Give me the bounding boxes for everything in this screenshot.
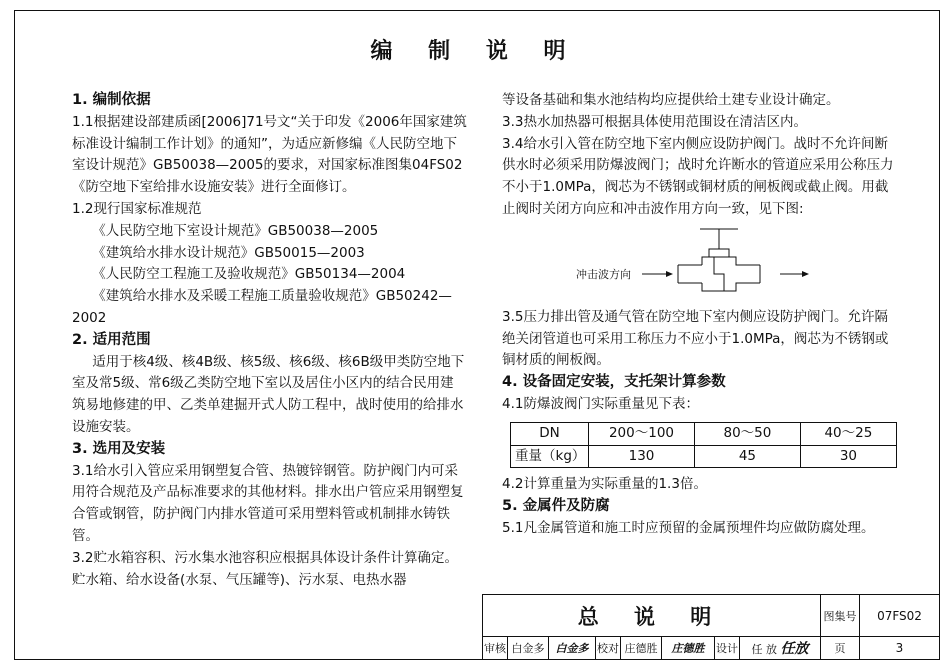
- standard-item: 《建筑给水排水及采暖工程施工质量验收规范》GB50242—2002: [72, 288, 452, 326]
- table-cell: 200～100: [588, 422, 694, 445]
- section-3-2-continued: 等设备基础和集水池结构均应提供给土建专业设计确定。: [502, 92, 840, 108]
- title-block: [482, 594, 940, 660]
- page-number: 3: [860, 637, 940, 660]
- section-2-heading: 2. 适用范围: [72, 331, 151, 348]
- right-column: [502, 90, 897, 540]
- section-1-heading: 1. 编制依据: [72, 92, 151, 108]
- design-label: 设计: [715, 637, 740, 660]
- valve-diagram: [502, 221, 897, 307]
- title-block-name: 总 说 明: [483, 595, 821, 637]
- table-cell: 80～50: [695, 422, 801, 445]
- reviewer-name: 白金多: [508, 637, 549, 660]
- shockwave-direction-label: 冲击波方向: [576, 267, 631, 281]
- designer-cell: [740, 637, 821, 660]
- section-4-2-text: 4.2计算重量为实际重量的1.3倍。: [502, 476, 707, 493]
- standard-item: 《人民防空地下室设计规范》GB50038—2005: [92, 222, 379, 239]
- section-3-5-text: 3.5压力排出管及通气管在防空地下室内侧应设防护阀门。允许隔绝关闭管道也可采用工称压力不应小于1.0MPa，阀芯为不锈钢或铜材质的闸板阀。: [502, 308, 889, 369]
- section-5-1-text: 5.1凡金属管道和施工时应预留的金属预埋件均应做防腐处理。: [502, 519, 875, 536]
- section-3-heading: 3. 选用及安装: [72, 440, 166, 457]
- section-3-4-text: 3.4给水引入管在防空地下室内侧应设防护阀门。战时不允许间断供水时必须采用防爆波阀门；战时允许断水的管道应采用公称压力不小于1.0MPa，阀芯为不锈钢或铜材质的闸板阀或截止阀。用截止阀时关闭方向应和冲击波作用方向一致，见下图:: [502, 135, 894, 217]
- table-cell: 40～25: [800, 422, 896, 445]
- standard-item: 《人民防空工程施工及验收规范》GB50134—2004: [92, 266, 406, 283]
- checker-signature: 庄德胜: [662, 637, 715, 660]
- globe-valve-icon: [678, 229, 760, 291]
- table-cell: 45: [695, 445, 801, 468]
- atlas-label: 图集号: [821, 595, 860, 637]
- section-2-text: 适用于核4级、核4B级、核5级、核6级、核6B级甲类防空地下室及常5级、常6级乙类防空地下室以及居住小区内的结合民用建筑易地修建的甲、乙类单建掘开式人防工程中，战时使用的给排水设施安装。: [72, 353, 465, 435]
- section-3-1-text: 3.1给水引入管应采用钢塑复合管、热镀锌钢管。防护阀门内可采用符合规范及产品标准要求的其他材料。排水出户管应采用钢塑复合管或钢管，防护阀门内排水管道可采用塑料管或机制排水铸铁管。: [72, 462, 464, 544]
- section-1-1-text: 1.1根据建设部建质函[2006]71号文“关于印发《2006年国家建筑标准设计编制工作计划》的通知”，为适应新修编《人民防空地下室设计规范》GB50038—2005的要求，对国家标准图集04FS02《防空地下室给排水设施安装》进行全面修订。: [72, 113, 467, 196]
- valve-diagram-svg: [502, 221, 897, 307]
- shockwave-arrow-head: [666, 271, 673, 277]
- section-5-heading: 5. 金属件及防腐: [502, 498, 610, 515]
- section-3-2-text: 3.2贮水箱容积、污水集水池容积应根据具体设计条件计算确定。贮水箱、给水设备(水泵、气压罐等)、污水泵、电热水器: [72, 549, 458, 588]
- table-cell: 130: [588, 445, 694, 468]
- left-column: [72, 90, 467, 591]
- reviewer-signature: 白金多: [549, 637, 596, 660]
- check-label: 校对: [596, 637, 621, 660]
- designer-signature: 任放: [780, 641, 809, 657]
- section-3-3-text: 3.3热水加热器可根据具体使用范围设在清洁区内。: [502, 113, 807, 130]
- table-cell: DN: [511, 422, 589, 445]
- table-cell: 30: [800, 445, 896, 468]
- section-4-heading: 4. 设备固定安装，支托架计算参数: [502, 374, 726, 391]
- table-row: [511, 445, 897, 468]
- section-1-2-heading: 1.2现行国家标准规范: [72, 200, 202, 217]
- table-row: [511, 422, 897, 445]
- flow-arrow-head: [802, 271, 809, 277]
- review-label: 审核: [483, 637, 508, 660]
- atlas-number: 07FS02: [860, 595, 940, 637]
- page-label: 页: [821, 637, 860, 660]
- page-title: 编 制 说 明: [370, 39, 580, 64]
- valve-weight-table: [510, 422, 897, 469]
- designer-name: 任 放: [751, 643, 777, 656]
- checker-name: 庄德胜: [621, 637, 662, 660]
- standard-item: 《建筑给水排水设计规范》GB50015—2003: [92, 244, 365, 261]
- section-4-1-text: 4.1防爆波阀门实际重量见下表：: [502, 395, 699, 412]
- table-cell: 重量（kg）: [511, 445, 589, 468]
